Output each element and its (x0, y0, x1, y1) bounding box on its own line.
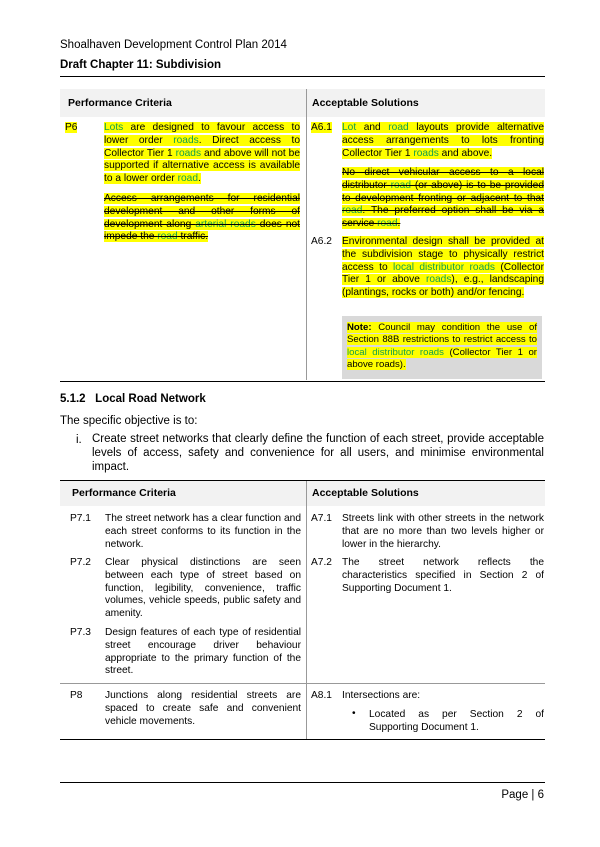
p8-number: P8 (70, 690, 83, 701)
p72-number: P7.2 (70, 557, 91, 568)
objective-text: Create street networks that clearly define the function of each street, provide acceptable levels of access, safety and convenience for all users, and minimise environmental impact. (92, 433, 544, 473)
a61-number: A6.1 (311, 122, 332, 133)
a81-number: A8.1 (311, 690, 332, 701)
a71-text: Streets link with other streets in the network that are no more than two levels higher or lower in the hierarchy. (342, 513, 544, 550)
a61-deleted-solution: No direct vehicular access to a local distributor road (or above) is to be provided to development fronting or adjacent to that road. The preferred option shall be via a service road. (342, 167, 544, 229)
p71-text: The street network has a clear function and each street conforms to its function in the network. (105, 513, 301, 550)
bullet-dot: • (352, 708, 356, 719)
p73-number: P7.3 (70, 627, 91, 638)
a62-solution: Environmental design shall be provided at the subdivision stage to physically restrict access to local distributor roads (Collector Tier 1 or above roads), e.g., landscaping (plantings, rocks or both) and/or fencing. (342, 236, 544, 298)
note-label: Note: (347, 322, 372, 333)
p72-text: Clear physical distinctions are seen between each type of street based on function, legibility, convenience, traffic volumes, vehicle speeds, public safety and amenity. (105, 557, 301, 619)
table1-divider (306, 89, 307, 380)
a72-text: The street network reflects the characteristics specified in Section 2 of Supporting Document 1. (342, 557, 544, 594)
p73-text: Design features of each type of residential street encourage driver behaviour appropriate to the primary function of the street. (105, 627, 301, 677)
section-intro: The specific objective is to: (60, 415, 198, 427)
a81-bullet-text: Located as per Section 2 of Supporting Document 1. (369, 709, 544, 733)
p6-number: P6 (65, 122, 78, 133)
header-divider (60, 76, 545, 77)
note-box: Note: Council may condition the use of Section 88B restrictions to restrict access to local distributor roads (Collector Tier 1 or above roads). (342, 316, 542, 379)
table2-row-divider (60, 683, 545, 684)
table1-col-criteria: Performance Criteria (68, 97, 172, 109)
table2-bottom (60, 739, 545, 740)
chapter-title: Draft Chapter 11: Subdivision (60, 59, 222, 71)
table2-col-criteria: Performance Criteria (72, 487, 176, 499)
a71-number: A7.1 (311, 513, 332, 524)
page-number: Page | 6 (501, 789, 544, 801)
a81-text: Intersections are: (342, 690, 421, 701)
table2-col-solutions: Acceptable Solutions (312, 487, 419, 499)
p8-text: Junctions along residential streets are spaced to create safe and convenient vehicle movements. (105, 690, 301, 727)
footer-divider (60, 782, 545, 783)
table1-bottom (60, 381, 545, 382)
section-heading: 5.1.2 Local Road Network (60, 393, 206, 405)
table2-header (60, 481, 545, 506)
table1-col-solutions: Acceptable Solutions (312, 97, 419, 109)
a61-solution: Lot and road layouts provide alternative access arrangements to lots fronting Collector Tier 1 roads and above. (342, 122, 544, 159)
p71-number: P7.1 (70, 513, 91, 524)
p6-deleted-criteria: Access arrangements for residential development and other forms of development along arterial roads does not impede the road traffic. (104, 193, 300, 243)
objective-number: i. (76, 434, 82, 446)
a72-number: A7.2 (311, 557, 332, 568)
p6-criteria: Lots are designed to favour access to lower order roads. Direct access to Collector Tier 1 roads and above will not be supported if alternative access is available to a lower order road. (104, 122, 300, 184)
document-title: Shoalhaven Development Control Plan 2014 (60, 39, 287, 51)
table1-header (60, 89, 545, 117)
table2-divider (306, 481, 307, 739)
a62-number: A6.2 (311, 236, 332, 247)
